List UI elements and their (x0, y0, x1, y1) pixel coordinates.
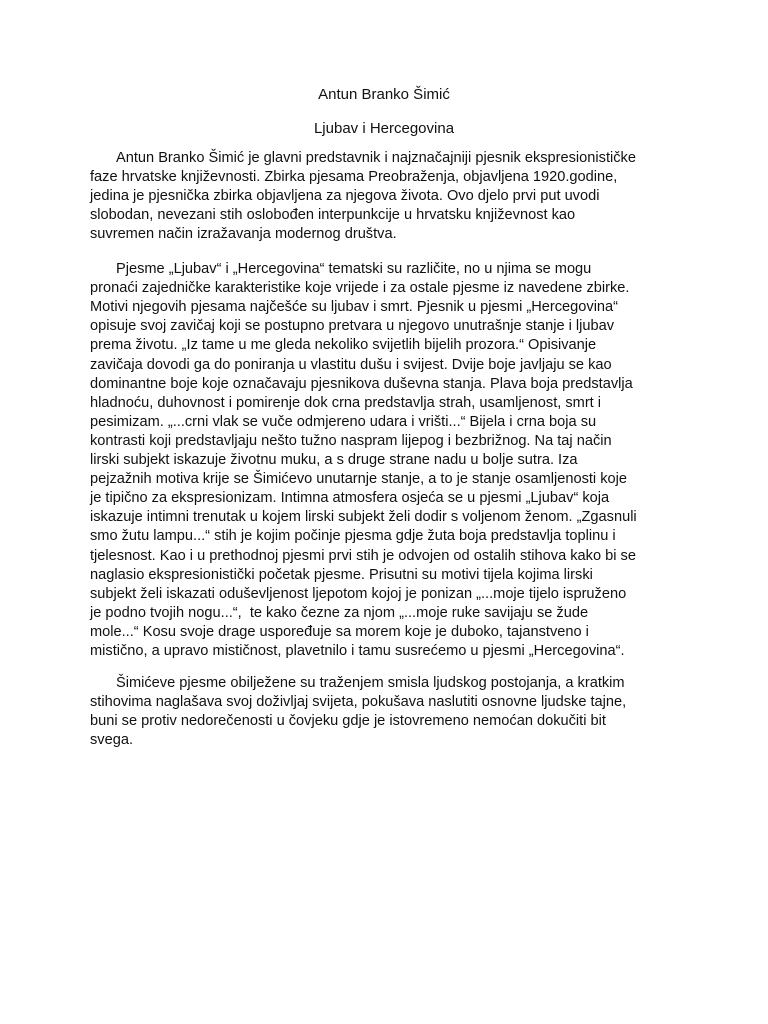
paragraph-line: subjekt želi iskazati oduševljenost ljepotom kojoj je ponizan „...moje tijelo ispruženo (90, 585, 627, 602)
paragraph-line: prema životu. „Iz tame u me gleda nekoliko svijetlih bijelih prozora.“ Opisivanje (90, 337, 597, 354)
paragraph-line: mistično, a upravo mističnost, plavetnilo i tamu susrećemo u pjesmi „Hercegovina“. (90, 643, 625, 659)
paragraph-line: buni se protiv nedorečenosti u čovjeku gdje je istovremeno nemoćan dokučiti bit (90, 713, 606, 730)
document-subtitle: Ljubav i Hercegovina (313, 120, 455, 137)
paragraph-line: opisuje svoj zavičaj koji se postupno pretvara u njegovo unutrašnje stanje i ljubav (90, 318, 615, 335)
paragraph-line: hladnoću, duhovnost i pomirenje dok crna predstavlja strah, usamljenost, smrt i (90, 394, 602, 411)
paragraph-line: pesimizam. „...crni vlak se vuče odmjereno udara i vrišti...“ Bijela i crna boja su (90, 413, 597, 430)
paragraph-line: kontrasti koji predstavljaju nešto tužno naspram lijepog i bezbrižnog. Na taj način (90, 432, 612, 449)
paragraph-line: tjelesnost. Kao i u prethodnoj pjesmi prvi stih je odvojen od ostalih stihova kako bi se (90, 547, 636, 564)
paragraph-line: je tipično za ekspresionizam. Intimna atmosfera osjeća se u pjesmi „Ljubav“ koja (90, 490, 610, 507)
paragraph-line: lirski subjekt iskazuje životnu muku, a s druge strane nadu u bolje sutra. Iza (90, 452, 578, 468)
paragraph-line: Šimićeve pjesme obilježene su traženjem smisla ljudskog postojanja, a kratkim (116, 675, 625, 691)
paragraph-line: iskazuje intimni trenutak u kojem lirski subjekt želi dodir s voljenom ženom. „Zgasnuli (90, 509, 637, 526)
paragraph-line: Motivi njegovih pjesama najčešće su ljubav i smrt. Pjesnik u pjesmi „Hercegovina“ (90, 299, 619, 316)
paragraph-line: pronaći zajedničke karakteristike koje vrijede i za ostale pjesme iz navedene zbirke. (90, 280, 630, 297)
paragraph-line: jedina je pjesnička zbirka objavljena za njegova života. Ovo djelo prvi put uvodi (90, 188, 600, 205)
document-title: Antun Branko Šimić (318, 86, 450, 103)
paragraph-line: Antun Branko Šimić je glavni predstavnik i najznačajniji pjesnik ekspresionističke (116, 150, 636, 166)
paragraph-line: smo žutu lampu...“ stih je kojim počinje pjesma gdje žuta boja predstavlja toplinu i (90, 528, 616, 545)
paragraph-line: dominantne boje koje označavaju pjesnikova duševna stanja. Plava boja predstavlja (90, 375, 633, 392)
paragraph-line: zavičaja dovodi ga do poniranja u vlastitu dušu i svijest. Dvije boje javljaju se kao (90, 356, 612, 373)
paragraph-line: je podno tvojih nogu...“, te kako čezne za njom „...moje ruke savijaju se žude (90, 604, 589, 621)
paragraph-line: stihovima naglašava svoj doživljaj svijeta, pokušava naslutiti osnovne ljudske tajne, (90, 694, 627, 711)
paragraph-line: svega. (90, 732, 133, 749)
paragraph-line: faze hrvatske književnosti. Zbirka pjesama Preobraženja, objavljena 1920.godine, (90, 169, 618, 186)
paragraph-line: pejzažnih motiva krije se Šimićevo unutarnje stanje, a to je stanje osamljenosti koje (90, 471, 627, 488)
paragraph-line: naglasio ekspresionistički početak pjesme. Prisutni su motivi tijela kojima lirski (90, 566, 593, 583)
paragraph-line: suvremen način izražavanja modernog društva. (90, 226, 397, 243)
paragraph-line: mole...“ Kosu svoje drage uspoređuje sa morem koje je duboko, tajanstveno i (90, 623, 589, 640)
paragraph-line: slobodan, nevezani stih oslobođen interpunkcije u hrvatsku književnost kao (90, 207, 576, 224)
paragraph-line: Pjesme „Ljubav“ i „Hercegovina“ tematski su različite, no u njima se mogu (116, 261, 592, 277)
